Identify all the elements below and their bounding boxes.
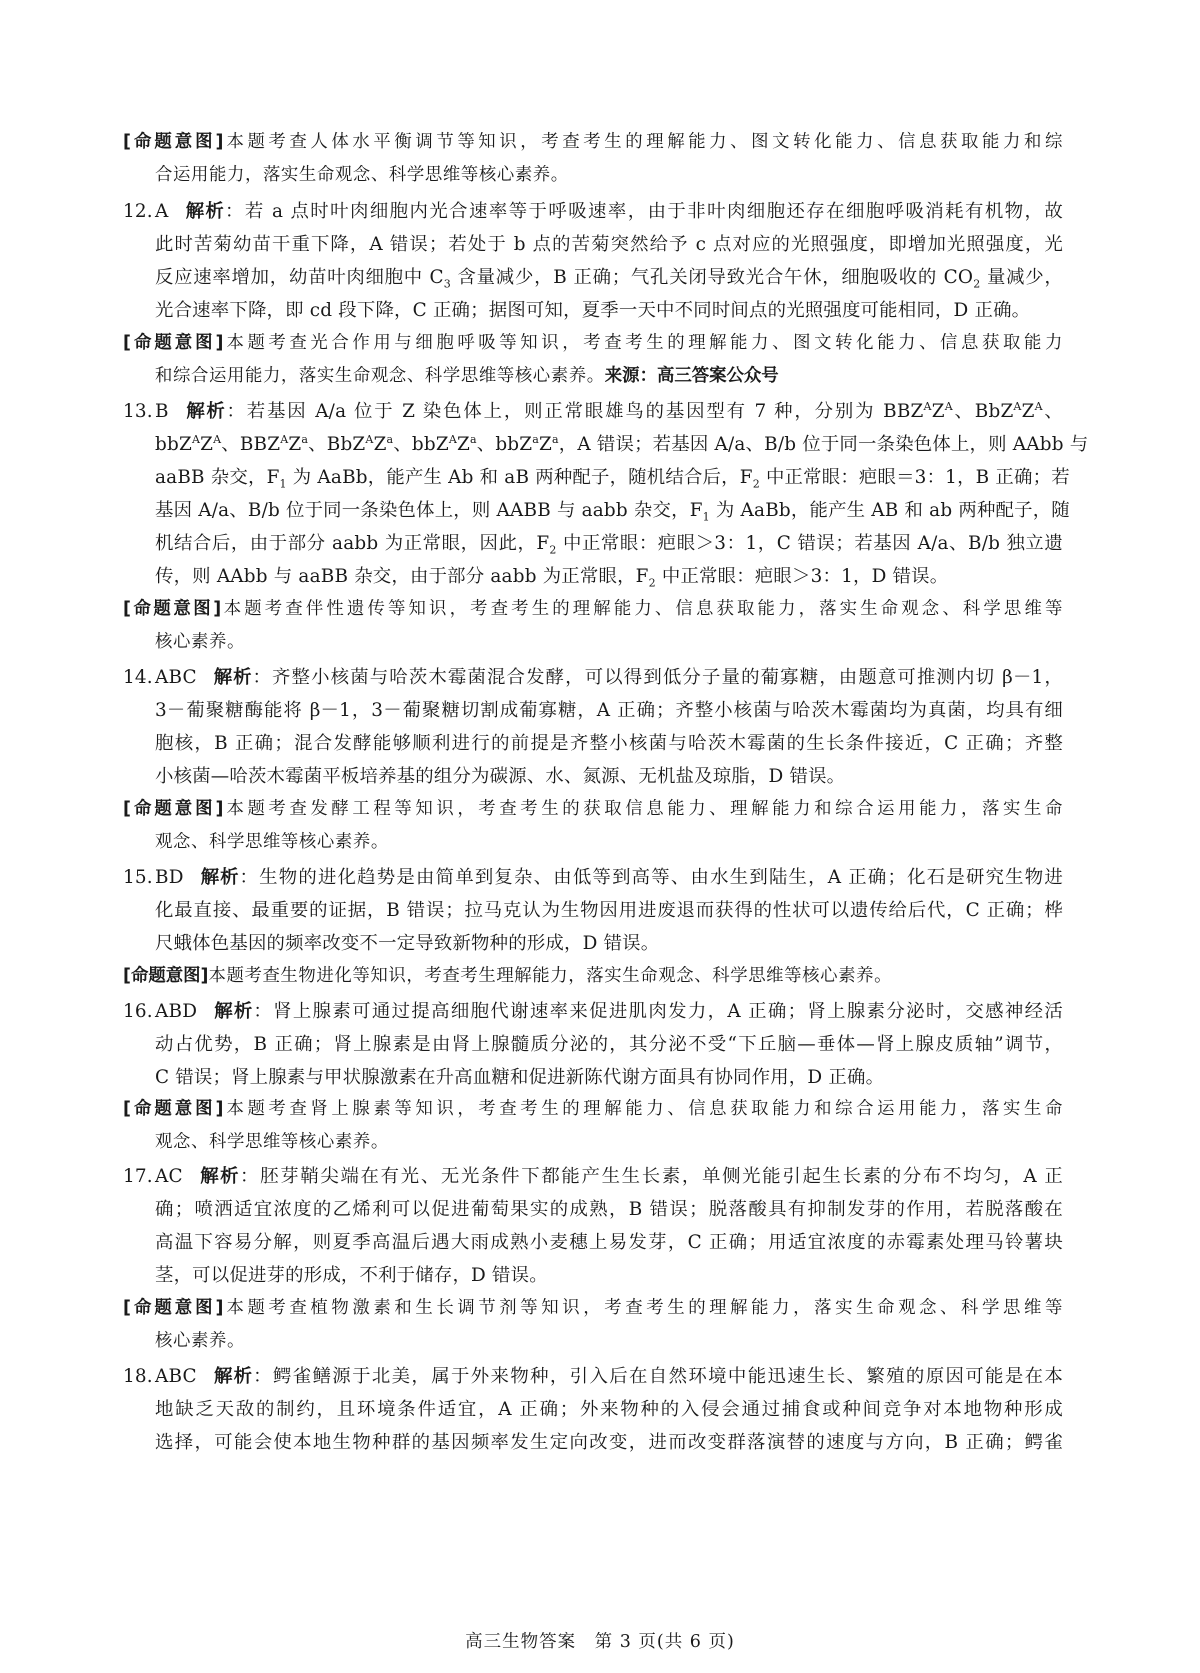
question-15: 15. BD 解析：生物的进化趋势是由简单到复杂、由低等到高等、由水生到陆生，A 正确；化石是研究生物进 化最直接、最重要的证据，B 错误；拉马克认为生物因用进废退而获得的性状可以遗传给后代，C 正确；桦 尺蛾体色基因的频率改变不一定导致新物种的形成，D 错误。 <box>123 867 1063 954</box>
question-number: 12. <box>123 201 153 222</box>
question-18: 18. ABC 解析：鳄雀鳝源于北美，属于外来物种，引入后在自然环境中能迅速生长、繁殖的原因可能是在本 地缺乏天敌的制约，且环境条件适宜，A 正确；外来物种的入侵会通过捕食或种间竞争对本地物种形成 选择，可能会使本地生物种群的基因频率发生定向改变，进而改变群落演替的速度与方向，B 正确；鳄雀 <box>123 1366 1063 1453</box>
question-14: 14. ABC 解析：齐整小核菌与哈茨木霉菌混合发酵，可以得到低分子量的葡寡糖，由题意可推测内切 β－1， 3－葡聚糖酶能将 β－1，3－葡聚糖切割成葡寡糖，A 正确；齐整小核菌与哈茨木霉菌均为真菌，均具有细 胞核，B 正确；混合发酵能够顺利进行的前提是齐整小核菌与哈茨木霉菌的生长条件接近，C 正确；齐整 小核菌—哈茨木霉菌平板培养基的组分为碳源、水、氮源、无机盐及琼脂，D 错误。 <box>123 667 1063 787</box>
intent-label: [命题意图] <box>123 132 224 152</box>
jiexi-label: 解析 <box>184 201 226 222</box>
intent-line: 合运用能力，落实生命观念、科学思维等核心素养。 <box>155 165 569 185</box>
page-footer: 高三生物答案 第 3 页(共 6 页) <box>465 1632 735 1652</box>
intent-line: [命题意图]本题考查人体水平衡调节等知识，考查考生的理解能力、图文转化能力、信息获取能力和综 <box>123 132 1063 152</box>
answer-line: 12. A 解析：若 a 点时叶肉细胞内光合速率等于呼吸速率，由于非叶肉细胞还存在细胞呼吸消耗有机物，故 <box>123 195 1063 228</box>
q13-intent: [命题意图]本题考查伴性遗传等知识，考查考生的理解能力、信息获取能力，落实生命观念、科学思维等 核心素养。 <box>123 599 1063 652</box>
q11-intent <box>123 126 1063 192</box>
q14-intent: [命题意图]本题考查发酵工程等知识，考查考生的获取信息能力、理解能力和综合运用能力，落实生命 观念、科学思维等核心素养。 <box>123 799 1063 852</box>
source-note: 来源：高三答案公众号 <box>604 366 779 386</box>
q15-intent: [命题意图]本题考查生物进化等知识，考查考生理解能力，落实生命观念、科学思维等核心素养。 <box>123 966 893 986</box>
answer-choice: A <box>155 201 169 222</box>
q17-intent: [命题意图]本题考查植物激素和生长调节剂等知识，考查考生的理解能力，落实生命观念、科学思维等 核心素养。 <box>123 1298 1063 1351</box>
question-13: 13. B 解析：若基因 A/a 位于 Z 染色体上，则正常眼雄鸟的基因型有 7 种，分别为 $BBZ^AZ^A$、$BbZ^AZ^A$、 $bbZ^AZ^A$、$BBZ^AZ^a$、$BbZ^AZ^a$、$bbZ^AZ^a$、$bbZ^aZ^a$，A 错误；若基因 A/a、B/b 位于同一条染色体上，则 AAbb 与 aaBB 杂交，$F_1$ 为 AaBb，能产生 Ab 和 aB 两种配子，随机结合后，$F_2$ 中正常眼：疤眼＝3：1，B 正确；若 基因 A/a、B/b 位于同一条染色体上，则 AABB 与 aabb 杂交，$F_1$ 为 AaBb，能产生 AB 和 ab 两种配子，随 机结合后，由于部分 aabb 为正常眼，因此，$F_2$ 中正常眼：疤眼＞3：1，C 错误；若基因 A/a、B/b 独立遗 传，则 AAbb 与 aaBB 杂交，由于部分 aabb 为正常眼，$F_2$ 中正常眼：疤眼＞3：1，D 错误。 <box>123 399 1089 590</box>
q16-intent: [命题意图]本题考查肾上腺素等知识，考查考生的理解能力、信息获取能力和综合运用能力，落实生命 观念、科学思维等核心素养。 <box>123 1099 1063 1152</box>
question-16: 16. ABD 解析：肾上腺素可通过提高细胞代谢速率来促进肌肉发力，A 正确；肾上腺素分泌时，交感神经活 动占优势，B 正确；肾上腺素是由肾上腺髓质分泌的，其分泌不受“下丘脑—垂体—肾上腺皮质轴”调节， C 错误；肾上腺素与甲状腺激素在升高血糖和促进新陈代谢方面具有协同作用，D 正确。 <box>123 1001 1063 1088</box>
question-17: 17. AC 解析：胚芽鞘尖端在有光、无光条件下都能产生生长素，单侧光能引起生长素的分布不均匀，A 正 确；喷洒适宜浓度的乙烯利可以促进葡萄果实的成熟，B 错误；脱落酸具有抑制发芽的作用，若脱落酸在 高温下容易分解，则夏季高温后遇大雨成熟小麦穗上易发芽，C 正确；用适宜浓度的赤霉素处理马铃薯块 茎，可以促进芽的形成，不利于储存，D 错误。 <box>123 1166 1063 1286</box>
question-12: 12. A 解析：若 a 点时叶肉细胞内光合速率等于呼吸速率，由于非叶肉细胞还存在细胞呼吸消耗有机物，故 此时苦菊幼苗干重下降，A 错误；若处于 b 点的苦菊突然给予 c 点对应的光照强度，即增加光照强度，光 反应速率增加，幼苗叶肉细胞中 $C_3$ 含量减少，B 正确；气孔关闭导致光合午休，细胞吸收的 $CO_2$ 量减少， 光合速率下降，即 cd 段下降，C 正确；据图可知，夏季一天中不同时间点的光照强度可能相同，D 正确。 <box>123 195 1063 327</box>
q12-intent: [命题意图]本题考查光合作用与细胞呼吸等知识，考查考生的理解能力、图文转化能力、信息获取能力 和综合运用能力，落实生命观念、科学思维等核心素养。来源：高三答案公众号 <box>123 333 1063 386</box>
